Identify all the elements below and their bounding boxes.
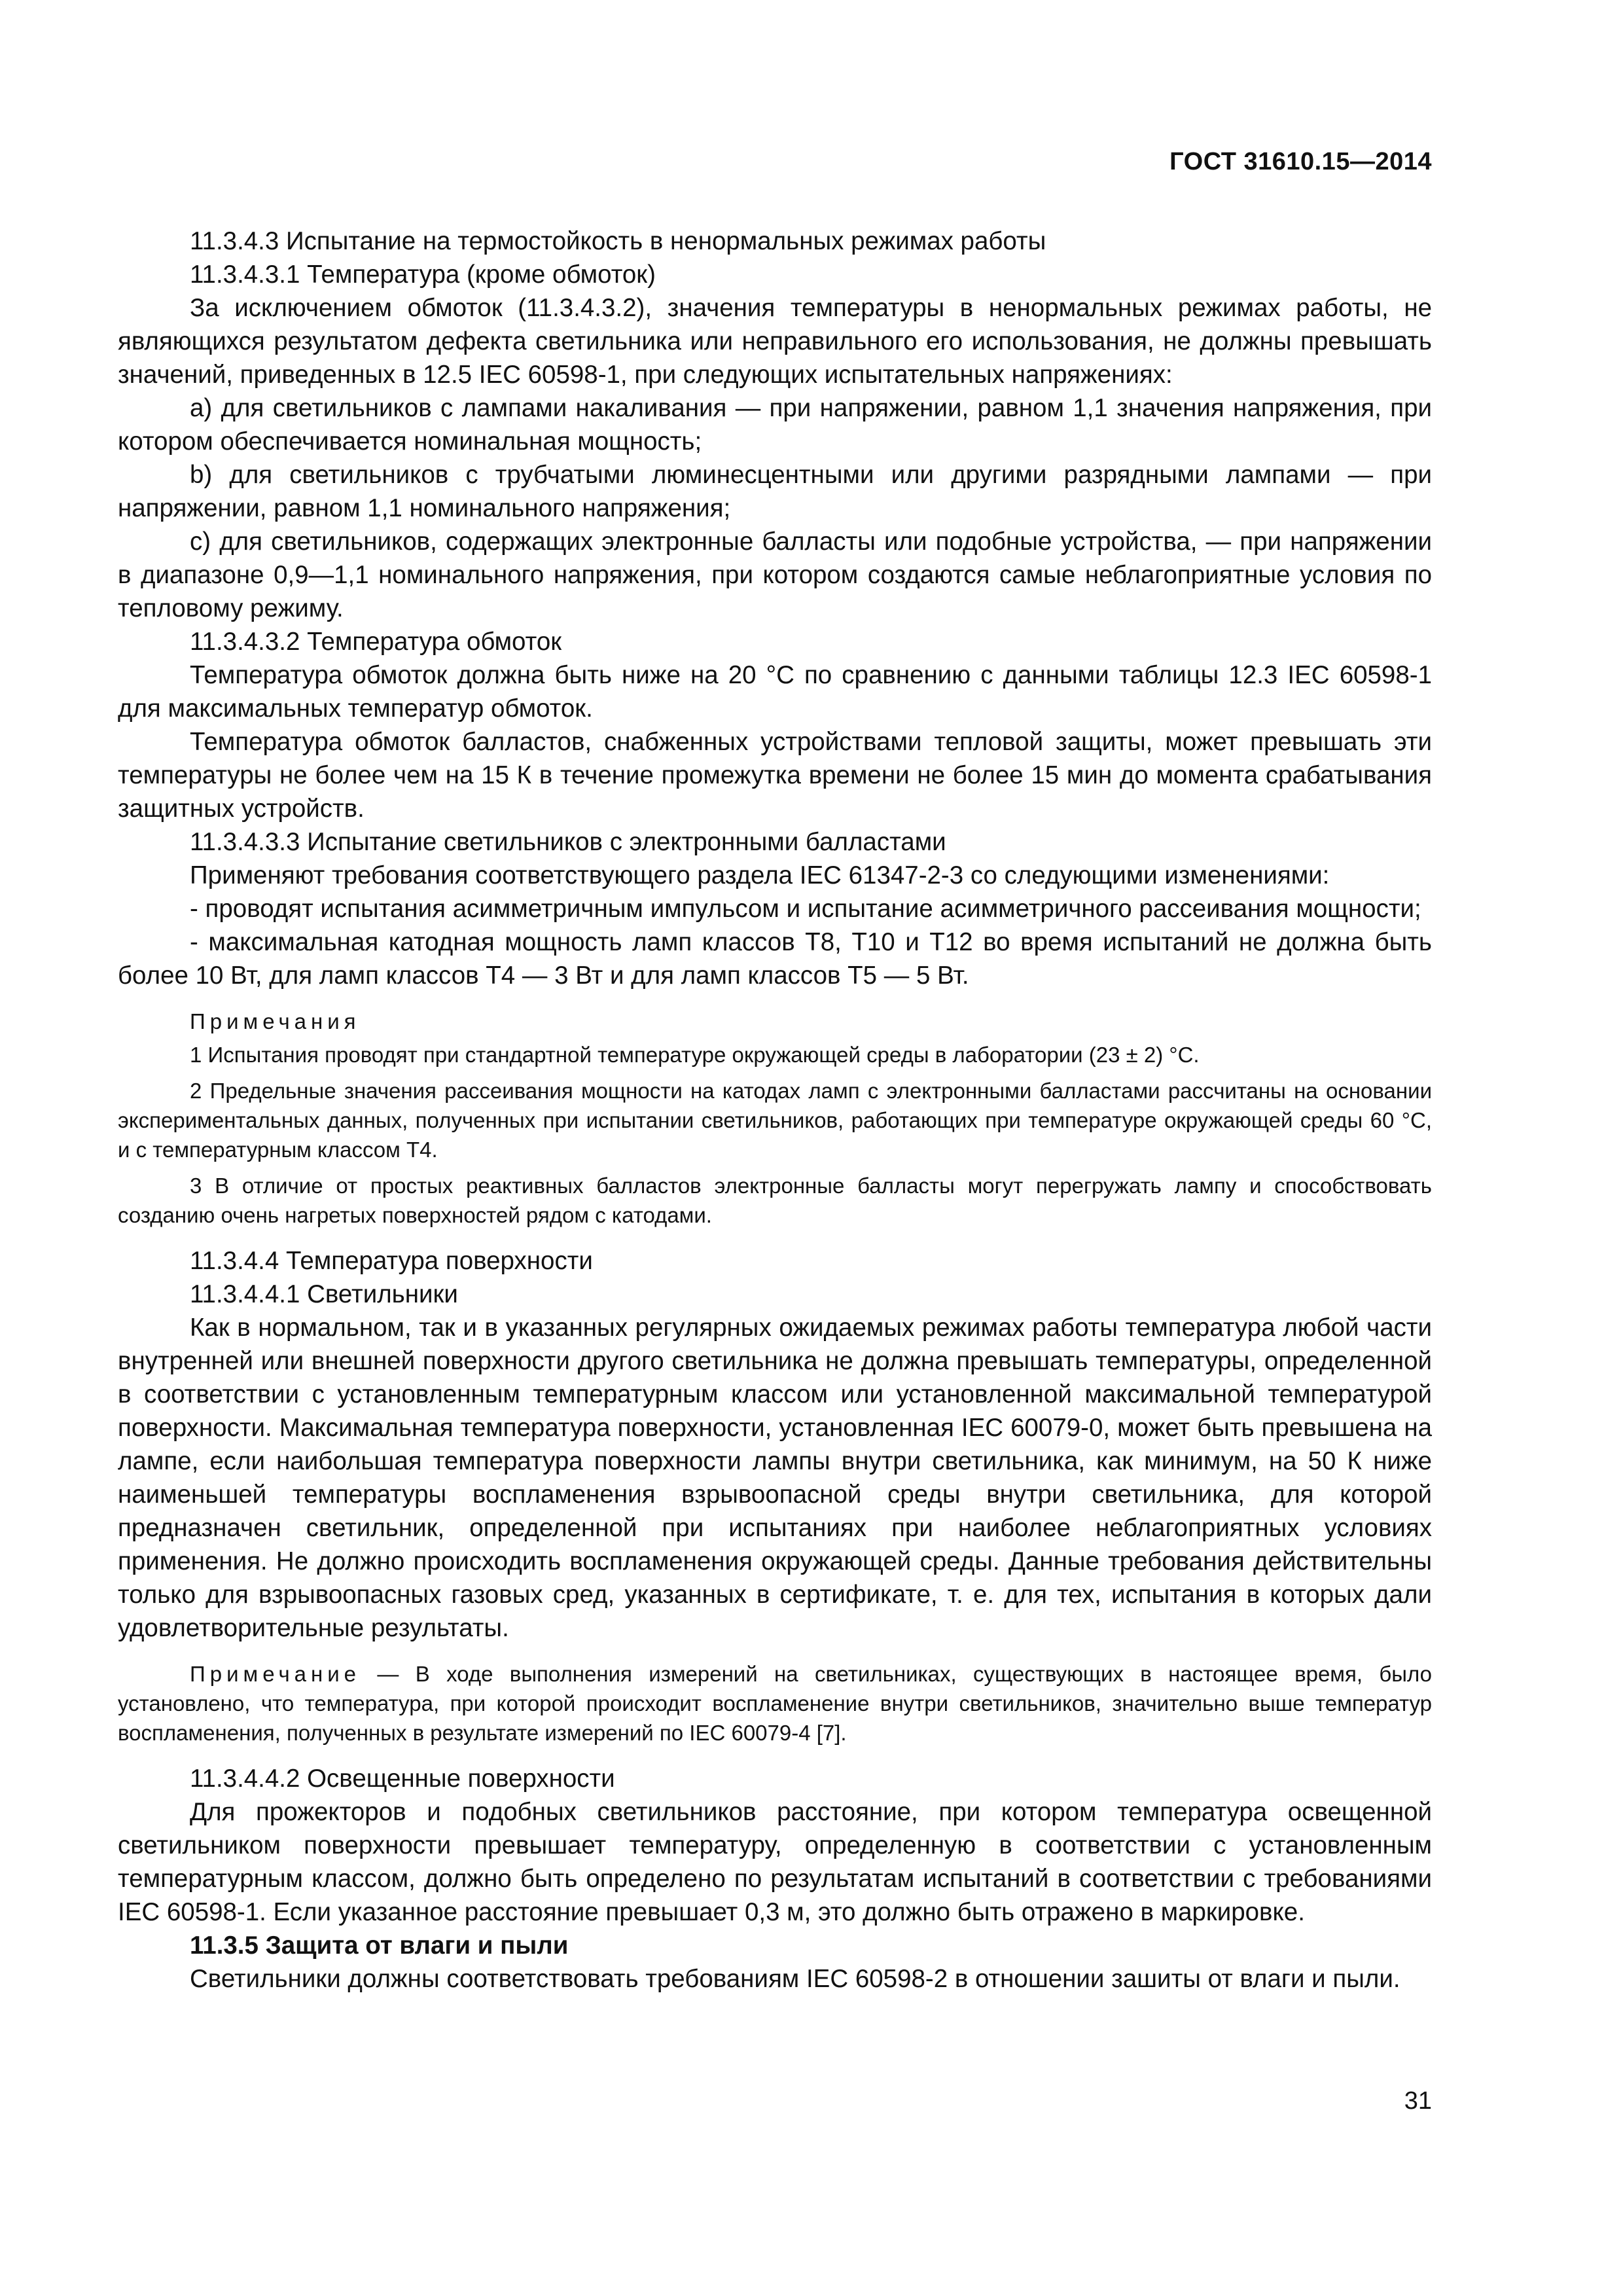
body-paragraph: Для прожекторов и подобных светильников расстояние, при котором температура освещенной светильником поверхности превышает температуру, определенную в соответствии с установленным температурным классом, должно быть определено по результатам испытаний в соответствии с требованиями IEC 60598-1. Если указанное расстояние превышает 0,3 м, это должно быть отражено в маркировке.: [118, 1798, 1432, 1926]
note-item: 1 Испытания проводят при стандартной температуре окружающей среды в лаборатории (23 ± 2) °С.: [190, 1043, 1200, 1067]
section-heading-11-3-4-3: 11.3.4.3 Испытание на термостойкость в ненормальных режимах работы: [190, 227, 1046, 255]
list-item-b: b) для светильников с трубчатыми люминесцентными или другими разрядными лампами — при напряжении, равном 1,1 номинального напряжения;: [118, 461, 1432, 522]
page-number: 31: [1404, 2087, 1432, 2115]
subsection-heading-11-3-4-4-2: 11.3.4.4.2 Освещенные поверхности: [190, 1765, 615, 1793]
subsection-heading-11-3-4-3-3: 11.3.4.3.3 Испытание светильников с электронными балластами: [190, 828, 946, 856]
document-id-header: ГОСТ 31610.15—2014: [1169, 148, 1432, 175]
note-item: 3 В отличие от простых реактивных балластов электронные балласты могут перегружать лампу и способствовать созданию очень нагретых поверхностей рядом с катодами.: [118, 1174, 1432, 1227]
list-item-c: c) для светильников, содержащих электронные балласты или подобные устройства, — при напряжении в диапазоне 0,9—1,1 номинального напряжения, при котором создаются самые неблагоприятные условия по тепловому режиму.: [118, 528, 1432, 622]
dash-list-item: - проводят испытания асимметричным импульсом и испытание асимметричного рассеивания мощности;: [190, 895, 1421, 923]
body-paragraph: Применяют требования соответствующего раздела IEC 61347-2-3 со следующими изменениями:: [190, 861, 1330, 889]
body-paragraph: Температура обмоток должна быть ниже на 20 °С по сравнению с данными таблицы 12.3 IEC 60598-1 для максимальных температур обмоток.: [118, 661, 1432, 723]
body-paragraph: За исключением обмоток (11.3.4.3.2), значения температуры в ненормальных режимах работы, не являющихся результатом дефекта светильника или неправильного его использования, не должны превышать значений, приведенных в 12.5 IEC 60598-1, при следующих испытательных напряжениях:: [118, 294, 1432, 389]
note-item: 2 Предельные значения рассеивания мощности на катодах ламп с электронными балластами рассчитаны на основании экспериментальных данных, полученных при испытании светильников, работающих при температуре окружающей среды 60 °С, и с температурным классом Т4.: [118, 1079, 1432, 1162]
list-item-a: a) для светильников с лампами накаливания — при напряжении, равном 1,1 значения напряжения, при котором обеспечивается номинальная мощность;: [118, 394, 1432, 456]
body-paragraph: Температура обмоток балластов, снабженных устройствами тепловой защиты, может превышать эти температуры не более чем на 15 К в течение промежутка времени не более 15 мин до момента срабатывания защитных устройств.: [118, 728, 1432, 823]
note-paragraph: [118, 1659, 1432, 1748]
body-paragraph: Светильники должны соответствовать требованиям IEC 60598-2 в отношении зашиты от влаги и пыли.: [190, 1965, 1400, 1993]
section-heading-11-3-4-4: 11.3.4.4 Температура поверхности: [190, 1247, 593, 1275]
body-paragraph: Как в нормальном, так и в указанных регулярных ожидаемых режимах работы температура любой части внутренней или внешней поверхности другого светильника не должна превышать температуры, определенной в соответствии с установленным температурным классом или установленной максимальной температурой поверхности. Максимальная температура поверхности, установленная IEC 60079-0, может быть превышена на лампе, если наибольшая температура поверхности лампы внутри светильника, как минимум, на 50 К ниже наименьшей температуры воспламенения взрывоопасной среды внутри светильника, для которой предназначен светильник, определенной при испытаниях при наиболее неблагоприятных условиях применения. Не должно происходить воспламенения окружающей среды. Данные требования действительны только для взрывоопасных газовых сред, указанных в сертификате, т. е. для тех, испытания в которых дали удовлетворительные результаты.: [118, 1314, 1432, 1642]
subsection-heading-11-3-4-4-1: 11.3.4.4.1 Светильники: [190, 1280, 458, 1308]
subsection-heading-11-3-4-3-2: 11.3.4.3.2 Температура обмоток: [190, 628, 562, 656]
dash-list-item: - максимальная катодная мощность ламп классов Т8, Т10 и Т12 во время испытаний не должна быть более 10 Вт, для ламп классов Т4 — 3 Вт и для ламп классов Т5 — 5 Вт.: [118, 928, 1432, 990]
notes-heading: Примечания: [190, 1009, 361, 1033]
note-label: Примечание: [190, 1662, 361, 1686]
subsection-heading-11-3-4-3-1: 11.3.4.3.1 Температура (кроме обмоток): [190, 260, 656, 289]
note-text: — В ходе выполнения измерений на светильниках, существующих в настоящее время, было установлено, что температура, при которой происходит воспламенение внутри светильников, значительно выше температур воспламенения, полученных в результате измерений по IEC 60079-4 [7].: [118, 1662, 1432, 1745]
section-heading-11-3-5: 11.3.5 Защита от влаги и пыли: [190, 1931, 569, 1960]
notes-block: [118, 1007, 1432, 1230]
document-body: [118, 224, 1432, 1996]
